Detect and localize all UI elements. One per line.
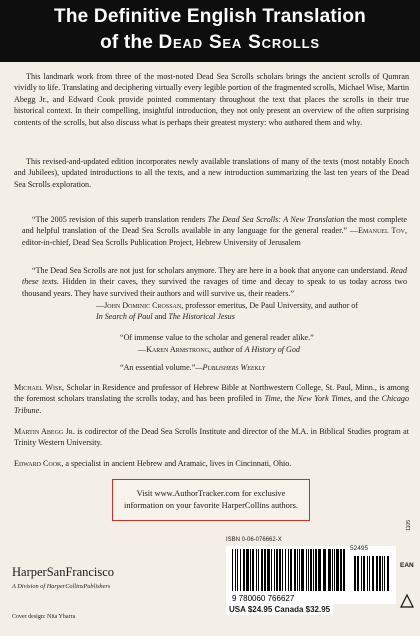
title-banner <box>0 0 420 62</box>
quote-armstrong: “Of immense value to the scholar and general reader alike.” <box>120 333 314 342</box>
barcode-bars <box>226 546 396 604</box>
bio-cook: Edward Cook, a specialist in ancient Hebrew and Aramaic, lives in Cincinnati, Ohio. <box>14 459 292 468</box>
triangle-mark-icon <box>400 594 414 608</box>
quote-publishers-weekly: “An essential volume.”—Publishers Weekly <box>120 363 266 372</box>
publisher-division: A Division of HarperCollinsPublishers <box>12 583 111 590</box>
isbn-label: ISBN 0-06-076662-X <box>226 537 282 543</box>
authortracker-promo-box: Visit www.AuthorTracker.com for exclusive information on your favorite HarperCollins authors. <box>112 479 310 521</box>
bio-abegg: Martin Abegg Jr. is codirector of the Dead Sea Scrolls Institute and director of the M.A. in Biblical Studies program at Trinity Western University. <box>14 427 409 448</box>
quote-armstrong-credit: —Karen Armstrong, author of A History of God <box>138 345 300 354</box>
title-line-1: The Definitive English Translation <box>54 6 366 27</box>
barcode <box>226 546 396 604</box>
title-line-2: of the Dead Sea Scrolls <box>100 32 320 53</box>
bio-wise: Michael Wise, Scholar in Residence and professor of Hebrew Bible at Northwestern College, St. Paul, Minn., is among the foremost scholars translating the scrolls today, and has been profiled in Time, the New York Times, and the Chicago Tribune. <box>14 383 410 415</box>
ean-label: EAN <box>400 562 414 569</box>
publisher-name: HarperSanFrancisco <box>12 565 115 579</box>
price-line: USA $24.95 Canada $32.95 <box>226 604 333 615</box>
side-number: 1105 <box>406 520 412 531</box>
quote-tov: “The 2005 revision of this superb translation renders The Dead Sea Scrolls: A New Translation the most complete and helpful translation of the Dead Sea Scrolls available in any language for the general reader.” —Emanuel Tov, editor-in-chief, Dead Sea Scrolls Publication Project, Hebrew University of Jerusalem <box>22 215 407 247</box>
price-code: 52495 <box>350 545 369 552</box>
intro-paragraph-2: This revised-and-updated edition incorporates newly available translations of many of the texts (most notably Enoch and Jubilees), updated introductions to all the texts, and a new introduction summarizing the last ten years of the Dead Sea Scrolls exploration. <box>14 157 409 189</box>
barcode-digits: 9 780060 766627 <box>232 594 295 603</box>
quote-tov-credit: —Emanuel Tov <box>349 226 405 236</box>
intro-paragraph-1: This landmark work from three of the most-noted Dead Sea Scrolls scholars brings the ancient scrolls of Qumran vividly to life. Translating and deciphering virtually every legible portion of the fragmented scrolls, Michael Wise, Martin Abegg Jr., and Edward Cook provide pointed commentary throughout the text that places the scrolls in their true historical context. In their compelling, insightful introduction, they not only present an overview of the often surprising contents of the scrolls, but also discuss what is perhaps their greatest mystery: who authored them and why. <box>14 72 409 127</box>
cover-design-credit: Cover design: Nita Ybarra <box>12 614 76 620</box>
quote-crossan: “The Dead Sea Scrolls are not just for scholars anymore. They are here in a book that anyone can understand. Read these texts. Hidden in their caves, they survived the ravages of time and decay to speak to us today across two thousand years. They have survived their authors and will survive us, their readers.” <box>22 266 407 298</box>
quote-crossan-credit: —John Dominic Crossan, professor emeritus, De Paul University, and author of In Search of Paul and The Historical Jesus <box>96 301 359 322</box>
